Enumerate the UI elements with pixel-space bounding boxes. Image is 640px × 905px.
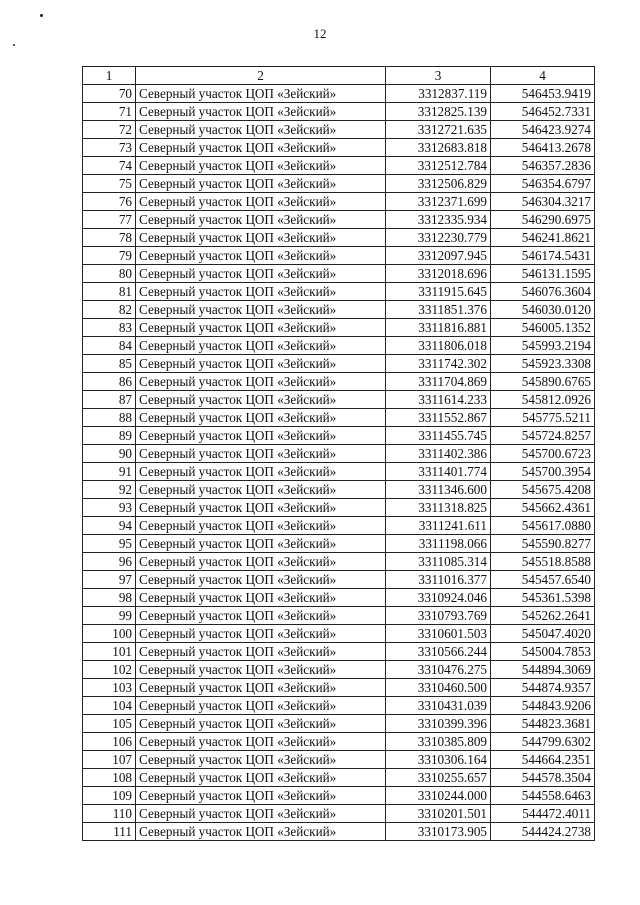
site-name-cell: Северный участок ЦОП «Зейский»	[136, 229, 386, 247]
column-header-site: 2	[136, 67, 386, 85]
table-row	[83, 265, 595, 283]
table-row	[83, 247, 595, 265]
x-coordinate-cell: 3310566.244	[386, 643, 491, 661]
table-row	[83, 733, 595, 751]
site-name-cell: Северный участок ЦОП «Зейский»	[136, 283, 386, 301]
site-name-cell: Северный участок ЦОП «Зейский»	[136, 139, 386, 157]
site-name-cell: Северный участок ЦОП «Зейский»	[136, 571, 386, 589]
x-coordinate-cell: 3311318.825	[386, 499, 491, 517]
site-name-cell: Северный участок ЦОП «Зейский»	[136, 589, 386, 607]
table-row	[83, 409, 595, 427]
x-coordinate-cell: 3311402.386	[386, 445, 491, 463]
site-name-cell: Северный участок ЦОП «Зейский»	[136, 445, 386, 463]
table-header-row	[83, 67, 595, 85]
site-name-cell: Северный участок ЦОП «Зейский»	[136, 337, 386, 355]
y-coordinate-cell: 544823.3681	[491, 715, 595, 733]
table-row	[83, 787, 595, 805]
point-number-cell: 111	[83, 823, 136, 841]
table-row	[83, 157, 595, 175]
column-header-x: 3	[386, 67, 491, 85]
table-row	[83, 139, 595, 157]
table-row	[83, 517, 595, 535]
y-coordinate-cell: 546354.6797	[491, 175, 595, 193]
y-coordinate-cell: 544558.6463	[491, 787, 595, 805]
point-number-cell: 89	[83, 427, 136, 445]
y-coordinate-cell: 546304.3217	[491, 193, 595, 211]
y-coordinate-cell: 545361.5398	[491, 589, 595, 607]
y-coordinate-cell: 545700.6723	[491, 445, 595, 463]
table-row	[83, 445, 595, 463]
y-coordinate-cell: 546357.2836	[491, 157, 595, 175]
table-row	[83, 103, 595, 121]
y-coordinate-cell: 546174.5431	[491, 247, 595, 265]
y-coordinate-cell: 545993.2194	[491, 337, 595, 355]
table-row	[83, 211, 595, 229]
x-coordinate-cell: 3312097.945	[386, 247, 491, 265]
site-name-cell: Северный участок ЦОП «Зейский»	[136, 625, 386, 643]
x-coordinate-cell: 3311851.376	[386, 301, 491, 319]
y-coordinate-cell: 546452.7331	[491, 103, 595, 121]
x-coordinate-cell: 3311704.869	[386, 373, 491, 391]
point-number-cell: 71	[83, 103, 136, 121]
y-coordinate-cell: 545047.4020	[491, 625, 595, 643]
point-number-cell: 76	[83, 193, 136, 211]
x-coordinate-cell: 3311401.774	[386, 463, 491, 481]
x-coordinate-cell: 3312825.139	[386, 103, 491, 121]
point-number-cell: 99	[83, 607, 136, 625]
y-coordinate-cell: 546453.9419	[491, 85, 595, 103]
x-coordinate-cell: 3312018.696	[386, 265, 491, 283]
table-row	[83, 481, 595, 499]
site-name-cell: Северный участок ЦОП «Зейский»	[136, 499, 386, 517]
table-row	[83, 301, 595, 319]
site-name-cell: Северный участок ЦОП «Зейский»	[136, 661, 386, 679]
table-row	[83, 121, 595, 139]
point-number-cell: 98	[83, 589, 136, 607]
table-row	[83, 283, 595, 301]
y-coordinate-cell: 544424.2738	[491, 823, 595, 841]
page-number: 12	[313, 26, 327, 41]
x-coordinate-cell: 3311806.018	[386, 337, 491, 355]
y-coordinate-cell: 545812.0926	[491, 391, 595, 409]
y-coordinate-cell: 546423.9274	[491, 121, 595, 139]
point-number-cell: 106	[83, 733, 136, 751]
site-name-cell: Северный участок ЦОП «Зейский»	[136, 607, 386, 625]
site-name-cell: Северный участок ЦОП «Зейский»	[136, 211, 386, 229]
table-row	[83, 391, 595, 409]
y-coordinate-cell: 545662.4361	[491, 499, 595, 517]
x-coordinate-cell: 3310460.500	[386, 679, 491, 697]
site-name-cell: Северный участок ЦОП «Зейский»	[136, 769, 386, 787]
site-name-cell: Северный участок ЦОП «Зейский»	[136, 535, 386, 553]
table-row	[83, 463, 595, 481]
point-number-cell: 108	[83, 769, 136, 787]
point-number-cell: 78	[83, 229, 136, 247]
x-coordinate-cell: 3310793.769	[386, 607, 491, 625]
site-name-cell: Северный участок ЦОП «Зейский»	[136, 733, 386, 751]
y-coordinate-cell: 545890.6765	[491, 373, 595, 391]
point-number-cell: 105	[83, 715, 136, 733]
site-name-cell: Северный участок ЦОП «Зейский»	[136, 265, 386, 283]
x-coordinate-cell: 3311552.867	[386, 409, 491, 427]
point-number-cell: 100	[83, 625, 136, 643]
x-coordinate-cell: 3310476.275	[386, 661, 491, 679]
y-coordinate-cell: 544843.9206	[491, 697, 595, 715]
x-coordinate-cell: 3312512.784	[386, 157, 491, 175]
y-coordinate-cell: 544894.3069	[491, 661, 595, 679]
point-number-cell: 82	[83, 301, 136, 319]
table-row	[83, 337, 595, 355]
x-coordinate-cell: 3310385.809	[386, 733, 491, 751]
table-row	[83, 823, 595, 841]
y-coordinate-cell: 545590.8277	[491, 535, 595, 553]
point-number-cell: 83	[83, 319, 136, 337]
site-name-cell: Северный участок ЦОП «Зейский»	[136, 355, 386, 373]
y-coordinate-cell: 544799.6302	[491, 733, 595, 751]
x-coordinate-cell: 3311346.600	[386, 481, 491, 499]
point-number-cell: 81	[83, 283, 136, 301]
x-coordinate-cell: 3311816.881	[386, 319, 491, 337]
scan-speck	[13, 44, 15, 46]
y-coordinate-cell: 546290.6975	[491, 211, 595, 229]
point-number-cell: 101	[83, 643, 136, 661]
point-number-cell: 80	[83, 265, 136, 283]
site-name-cell: Северный участок ЦОП «Зейский»	[136, 157, 386, 175]
x-coordinate-cell: 3312335.934	[386, 211, 491, 229]
site-name-cell: Северный участок ЦОП «Зейский»	[136, 373, 386, 391]
x-coordinate-cell: 3311455.745	[386, 427, 491, 445]
table-row	[83, 535, 595, 553]
x-coordinate-cell: 3310924.046	[386, 589, 491, 607]
y-coordinate-cell: 545724.8257	[491, 427, 595, 445]
site-name-cell: Северный участок ЦОП «Зейский»	[136, 121, 386, 139]
table-row	[83, 643, 595, 661]
point-number-cell: 74	[83, 157, 136, 175]
table-row	[83, 715, 595, 733]
x-coordinate-cell: 3311614.233	[386, 391, 491, 409]
x-coordinate-cell: 3312506.829	[386, 175, 491, 193]
table-row	[83, 373, 595, 391]
table-row	[83, 679, 595, 697]
table-row	[83, 175, 595, 193]
site-name-cell: Северный участок ЦОП «Зейский»	[136, 247, 386, 265]
x-coordinate-cell: 3311915.645	[386, 283, 491, 301]
site-name-cell: Северный участок ЦОП «Зейский»	[136, 463, 386, 481]
table-row	[83, 805, 595, 823]
point-number-cell: 87	[83, 391, 136, 409]
y-coordinate-cell: 545675.4208	[491, 481, 595, 499]
table-row	[83, 571, 595, 589]
site-name-cell: Северный участок ЦОП «Зейский»	[136, 751, 386, 769]
x-coordinate-cell: 3311016.377	[386, 571, 491, 589]
point-number-cell: 75	[83, 175, 136, 193]
table-row	[83, 85, 595, 103]
y-coordinate-cell: 545004.7853	[491, 643, 595, 661]
point-number-cell: 107	[83, 751, 136, 769]
site-name-cell: Северный участок ЦОП «Зейский»	[136, 175, 386, 193]
x-coordinate-cell: 3312371.699	[386, 193, 491, 211]
point-number-cell: 73	[83, 139, 136, 157]
point-number-cell: 95	[83, 535, 136, 553]
site-name-cell: Северный участок ЦОП «Зейский»	[136, 679, 386, 697]
y-coordinate-cell: 546005.1352	[491, 319, 595, 337]
scan-speck	[40, 14, 43, 17]
x-coordinate-cell: 3312683.818	[386, 139, 491, 157]
x-coordinate-cell: 3310255.657	[386, 769, 491, 787]
x-coordinate-cell: 3311241.611	[386, 517, 491, 535]
y-coordinate-cell: 544472.4011	[491, 805, 595, 823]
table-row	[83, 589, 595, 607]
y-coordinate-cell: 545923.3308	[491, 355, 595, 373]
y-coordinate-cell: 546413.2678	[491, 139, 595, 157]
site-name-cell: Северный участок ЦОП «Зейский»	[136, 391, 386, 409]
point-number-cell: 72	[83, 121, 136, 139]
y-coordinate-cell: 546131.1595	[491, 265, 595, 283]
table-row	[83, 607, 595, 625]
site-name-cell: Северный участок ЦОП «Зейский»	[136, 805, 386, 823]
y-coordinate-cell: 546241.8621	[491, 229, 595, 247]
site-name-cell: Северный участок ЦОП «Зейский»	[136, 553, 386, 571]
site-name-cell: Северный участок ЦОП «Зейский»	[136, 427, 386, 445]
point-number-cell: 96	[83, 553, 136, 571]
table-row	[83, 193, 595, 211]
site-name-cell: Северный участок ЦОП «Зейский»	[136, 481, 386, 499]
x-coordinate-cell: 3312230.779	[386, 229, 491, 247]
x-coordinate-cell: 3310306.164	[386, 751, 491, 769]
y-coordinate-cell: 546076.3604	[491, 283, 595, 301]
column-header-number: 1	[83, 67, 136, 85]
y-coordinate-cell: 544664.2351	[491, 751, 595, 769]
site-name-cell: Северный участок ЦОП «Зейский»	[136, 193, 386, 211]
column-header-y: 4	[491, 67, 595, 85]
y-coordinate-cell: 545518.8588	[491, 553, 595, 571]
point-number-cell: 79	[83, 247, 136, 265]
table-row	[83, 553, 595, 571]
x-coordinate-cell: 3310431.039	[386, 697, 491, 715]
point-number-cell: 85	[83, 355, 136, 373]
table-row	[83, 661, 595, 679]
point-number-cell: 88	[83, 409, 136, 427]
y-coordinate-cell: 544578.3504	[491, 769, 595, 787]
x-coordinate-cell: 3312721.635	[386, 121, 491, 139]
site-name-cell: Северный участок ЦОП «Зейский»	[136, 103, 386, 121]
point-number-cell: 86	[83, 373, 136, 391]
table-row	[83, 319, 595, 337]
x-coordinate-cell: 3310244.000	[386, 787, 491, 805]
site-name-cell: Северный участок ЦОП «Зейский»	[136, 517, 386, 535]
y-coordinate-cell: 545457.6540	[491, 571, 595, 589]
table-row	[83, 769, 595, 787]
point-number-cell: 94	[83, 517, 136, 535]
site-name-cell: Северный участок ЦОП «Зейский»	[136, 787, 386, 805]
site-name-cell: Северный участок ЦОП «Зейский»	[136, 85, 386, 103]
y-coordinate-cell: 545700.3954	[491, 463, 595, 481]
x-coordinate-cell: 3310201.501	[386, 805, 491, 823]
x-coordinate-cell: 3312837.119	[386, 85, 491, 103]
site-name-cell: Северный участок ЦОП «Зейский»	[136, 823, 386, 841]
x-coordinate-cell: 3311742.302	[386, 355, 491, 373]
site-name-cell: Северный участок ЦОП «Зейский»	[136, 319, 386, 337]
x-coordinate-cell: 3310601.503	[386, 625, 491, 643]
point-number-cell: 104	[83, 697, 136, 715]
point-number-cell: 70	[83, 85, 136, 103]
site-name-cell: Северный участок ЦОП «Зейский»	[136, 409, 386, 427]
x-coordinate-cell: 3310173.905	[386, 823, 491, 841]
site-name-cell: Северный участок ЦОП «Зейский»	[136, 301, 386, 319]
point-number-cell: 102	[83, 661, 136, 679]
point-number-cell: 77	[83, 211, 136, 229]
table-row	[83, 751, 595, 769]
point-number-cell: 93	[83, 499, 136, 517]
y-coordinate-cell: 545775.5211	[491, 409, 595, 427]
table-row	[83, 499, 595, 517]
y-coordinate-cell: 544874.9357	[491, 679, 595, 697]
x-coordinate-cell: 3311085.314	[386, 553, 491, 571]
point-number-cell: 84	[83, 337, 136, 355]
site-name-cell: Северный участок ЦОП «Зейский»	[136, 643, 386, 661]
point-number-cell: 109	[83, 787, 136, 805]
point-number-cell: 97	[83, 571, 136, 589]
site-name-cell: Северный участок ЦОП «Зейский»	[136, 715, 386, 733]
table-row	[83, 697, 595, 715]
table-row	[83, 355, 595, 373]
table-row	[83, 229, 595, 247]
table-row	[83, 427, 595, 445]
y-coordinate-cell: 545617.0880	[491, 517, 595, 535]
point-number-cell: 90	[83, 445, 136, 463]
table-body	[83, 85, 595, 841]
point-number-cell: 110	[83, 805, 136, 823]
x-coordinate-cell: 3311198.066	[386, 535, 491, 553]
point-number-cell: 91	[83, 463, 136, 481]
y-coordinate-cell: 546030.0120	[491, 301, 595, 319]
y-coordinate-cell: 545262.2641	[491, 607, 595, 625]
site-name-cell: Северный участок ЦОП «Зейский»	[136, 697, 386, 715]
coordinates-table	[82, 66, 595, 841]
point-number-cell: 92	[83, 481, 136, 499]
x-coordinate-cell: 3310399.396	[386, 715, 491, 733]
table-row	[83, 625, 595, 643]
point-number-cell: 103	[83, 679, 136, 697]
